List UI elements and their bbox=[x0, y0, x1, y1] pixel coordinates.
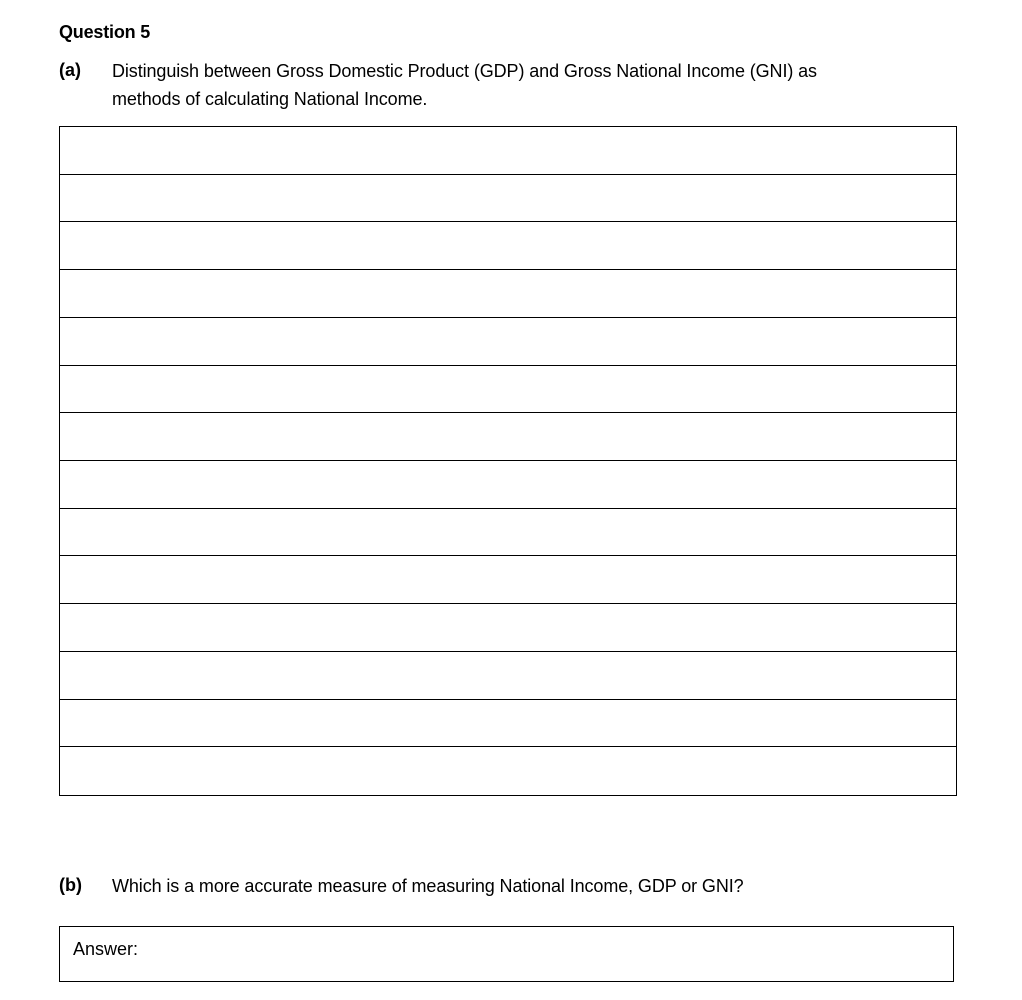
answer-line bbox=[60, 651, 956, 652]
answer-line bbox=[60, 317, 956, 318]
part-a-question-line-2: methods of calculating National Income. bbox=[112, 89, 428, 109]
answer-line bbox=[60, 699, 956, 700]
answer-line bbox=[60, 269, 956, 270]
answer-line bbox=[60, 603, 956, 604]
question-title: Question 5 bbox=[59, 22, 151, 42]
answer-line bbox=[60, 508, 956, 509]
part-b-label: (b) bbox=[59, 875, 82, 895]
answer-line bbox=[60, 555, 956, 556]
answer-line bbox=[60, 365, 956, 366]
answer-label: Answer: bbox=[73, 939, 139, 959]
part-b-answer-box[interactable] bbox=[59, 926, 954, 982]
part-a-answer-lines[interactable] bbox=[59, 126, 957, 796]
answer-line bbox=[60, 412, 956, 413]
part-a-question-line-1: Distinguish between Gross Domestic Product (GDP) and Gross National Income (GNI) as bbox=[112, 61, 817, 81]
answer-line bbox=[60, 746, 956, 747]
part-a-question bbox=[112, 57, 952, 113]
answer-line bbox=[60, 174, 956, 175]
answer-line bbox=[60, 221, 956, 222]
part-a-label: (a) bbox=[59, 60, 81, 80]
part-b-question: Which is a more accurate measure of measuring National Income, GDP or GNI? bbox=[112, 876, 744, 896]
answer-line bbox=[60, 460, 956, 461]
